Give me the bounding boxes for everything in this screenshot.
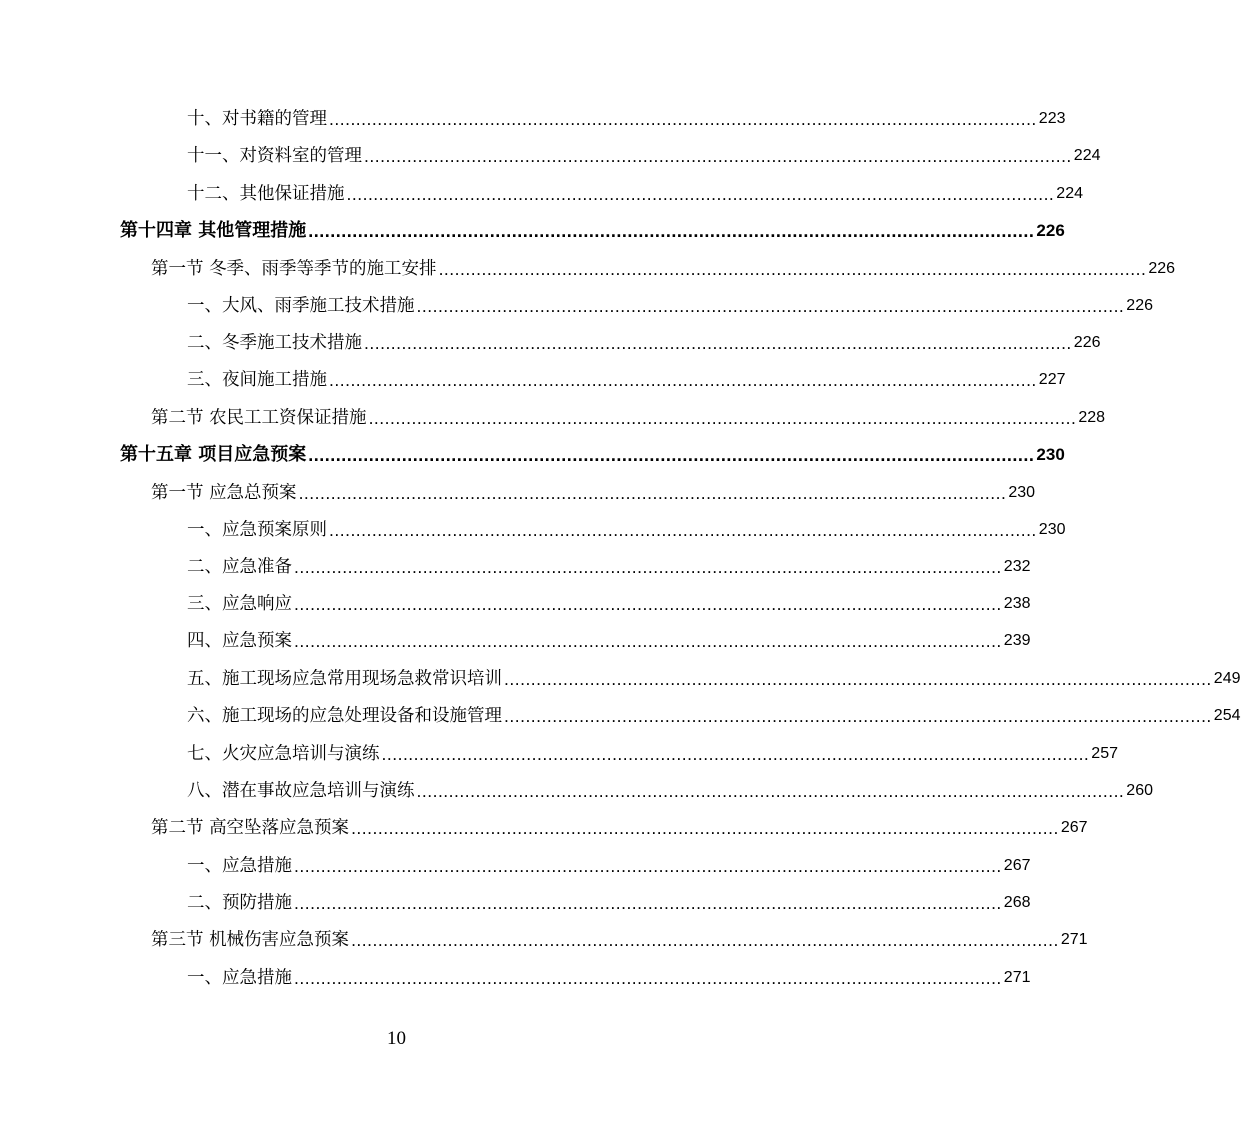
toc-entry-page: 271 <box>1060 931 1088 948</box>
toc-entry-title: 八、潜在事故应急培训与演练 <box>187 781 415 801</box>
dot-leader: .................................................................................................................................... <box>351 818 1059 838</box>
toc-entry[interactable] <box>187 628 1031 654</box>
dot-leader: .................................................................................................................................... <box>416 781 1125 801</box>
toc-entry-page: 223 <box>1038 110 1066 127</box>
toc-entry-title: 三、应急响应 <box>187 594 292 614</box>
dot-leader: .................................................................................................................................... <box>294 594 1002 614</box>
dot-leader: .................................................................................................................................... <box>308 221 1035 241</box>
toc-entry-page: 226 <box>1073 334 1101 351</box>
toc-entry[interactable] <box>187 853 1031 879</box>
toc-entry-page: 249 <box>1213 670 1241 687</box>
dot-leader: .................................................................................................................................... <box>416 296 1125 316</box>
toc-entry-page: 226 <box>1126 297 1153 314</box>
toc-chapter-entry[interactable] <box>120 218 1065 244</box>
toc-entry-title: 三、夜间施工措施 <box>187 370 327 390</box>
dot-leader: .................................................................................................................................... <box>329 520 1037 540</box>
dot-leader: .................................................................................................................................... <box>294 856 1002 876</box>
toc-entry-page: 226 <box>1036 221 1065 240</box>
toc-entry-title: 一、应急预案原则 <box>187 520 327 540</box>
toc-entry-page: 260 <box>1126 782 1153 799</box>
toc-entry[interactable] <box>187 143 1101 169</box>
toc-entry[interactable] <box>187 330 1101 356</box>
toc-entry[interactable] <box>187 293 1153 319</box>
toc-entry-page: 267 <box>1003 857 1031 874</box>
toc-entry[interactable] <box>187 703 1241 729</box>
toc-section-entry[interactable] <box>151 256 1176 282</box>
toc-entry-page: 271 <box>1003 969 1031 986</box>
toc-entry-title: 一、应急措施 <box>187 968 292 988</box>
dot-leader: .................................................................................................................................... <box>294 631 1002 651</box>
toc-entry[interactable] <box>187 554 1031 580</box>
dot-leader: .................................................................................................................................... <box>329 109 1037 129</box>
toc-entry-title: 十一、对资料室的管理 <box>187 146 362 166</box>
toc-entry-title: 第十四章 其他管理措施 <box>120 220 307 241</box>
toc-entry-page: 230 <box>1036 445 1065 464</box>
dot-leader: .................................................................................................................................... <box>298 483 1007 503</box>
toc-entry-title: 第十五章 项目应急预案 <box>120 444 307 465</box>
toc-entry[interactable] <box>187 181 1083 207</box>
dot-leader: .................................................................................................................................... <box>294 557 1002 577</box>
toc-entry-page: 239 <box>1003 632 1031 649</box>
toc-entry[interactable] <box>187 106 1066 132</box>
dot-leader: .................................................................................................................................... <box>368 408 1077 428</box>
toc-entry-title: 二、冬季施工技术措施 <box>187 333 362 353</box>
toc-entry-page: 230 <box>1008 484 1036 501</box>
dot-leader: .................................................................................................................................... <box>346 184 1055 204</box>
toc-entry-page: 224 <box>1073 147 1101 164</box>
toc-entry-title: 六、施工现场的应急处理设备和设施管理 <box>187 706 502 726</box>
toc-entry-title: 四、应急预案 <box>187 631 292 651</box>
toc-entry-title: 第二节 高空坠落应急预案 <box>151 818 350 838</box>
toc-entry-page: 257 <box>1091 745 1118 762</box>
toc-entry-title: 十、对书籍的管理 <box>187 109 327 129</box>
toc-entry[interactable] <box>187 890 1031 916</box>
dot-leader: .................................................................................................................................... <box>504 669 1212 689</box>
dot-leader: .................................................................................................................................... <box>308 445 1035 465</box>
toc-entry-page: 228 <box>1078 409 1106 426</box>
toc-entry[interactable] <box>187 666 1241 692</box>
toc-entry-title: 第三节 机械伤害应急预案 <box>151 930 350 950</box>
toc-entry-title: 五、施工现场应急常用现场急救常识培训 <box>187 669 502 689</box>
toc-entry-title: 第一节 冬季、雨季等季节的施工安排 <box>151 259 437 279</box>
toc-entry-title: 第二节 农民工工资保证措施 <box>151 408 367 428</box>
toc-entry-title: 一、应急措施 <box>187 856 292 876</box>
toc-section-entry[interactable] <box>151 815 1088 841</box>
dot-leader: .................................................................................................................................... <box>329 370 1037 390</box>
toc-entry[interactable] <box>187 741 1118 767</box>
toc-entry[interactable] <box>187 591 1031 617</box>
toc-entry-page: 226 <box>1148 260 1176 277</box>
toc-entry[interactable] <box>187 367 1066 393</box>
dot-leader: .................................................................................................................................... <box>294 968 1002 988</box>
dot-leader: .................................................................................................................................... <box>351 930 1059 950</box>
toc-section-entry[interactable] <box>151 927 1088 953</box>
toc-entry-page: 227 <box>1038 371 1066 388</box>
dot-leader: .................................................................................................................................... <box>438 259 1147 279</box>
toc-entry-title: 二、预防措施 <box>187 893 292 913</box>
toc-entry[interactable] <box>187 517 1066 543</box>
toc-entry-page: 238 <box>1003 595 1031 612</box>
toc-entry-page: 230 <box>1038 521 1066 538</box>
toc-entry-page: 232 <box>1003 558 1031 575</box>
toc-chapter-entry[interactable] <box>120 442 1065 468</box>
toc-entry-title: 二、应急准备 <box>187 557 292 577</box>
toc-section-entry[interactable] <box>151 480 1036 506</box>
toc-entry-page: 267 <box>1060 819 1088 836</box>
dot-leader: .................................................................................................................................... <box>364 333 1072 353</box>
dot-leader: .................................................................................................................................... <box>504 706 1212 726</box>
toc-entry-page: 224 <box>1056 185 1083 202</box>
toc-entry-page: 268 <box>1003 894 1031 911</box>
dot-leader: .................................................................................................................................... <box>364 146 1072 166</box>
toc-entry[interactable] <box>187 965 1031 991</box>
toc-section-entry[interactable] <box>151 405 1106 431</box>
toc-entry-title: 十二、其他保证措施 <box>187 184 345 204</box>
toc-entry-page: 254 <box>1213 707 1241 724</box>
dot-leader: .................................................................................................................................... <box>381 744 1090 764</box>
dot-leader: .................................................................................................................................... <box>294 893 1002 913</box>
toc-entry-title: 七、火灾应急培训与演练 <box>187 744 380 764</box>
page-number: 10 <box>387 1028 406 1049</box>
toc-entry-title: 第一节 应急总预案 <box>151 483 297 503</box>
toc-entry[interactable] <box>187 778 1153 804</box>
toc-entry-title: 一、大风、雨季施工技术措施 <box>187 296 415 316</box>
